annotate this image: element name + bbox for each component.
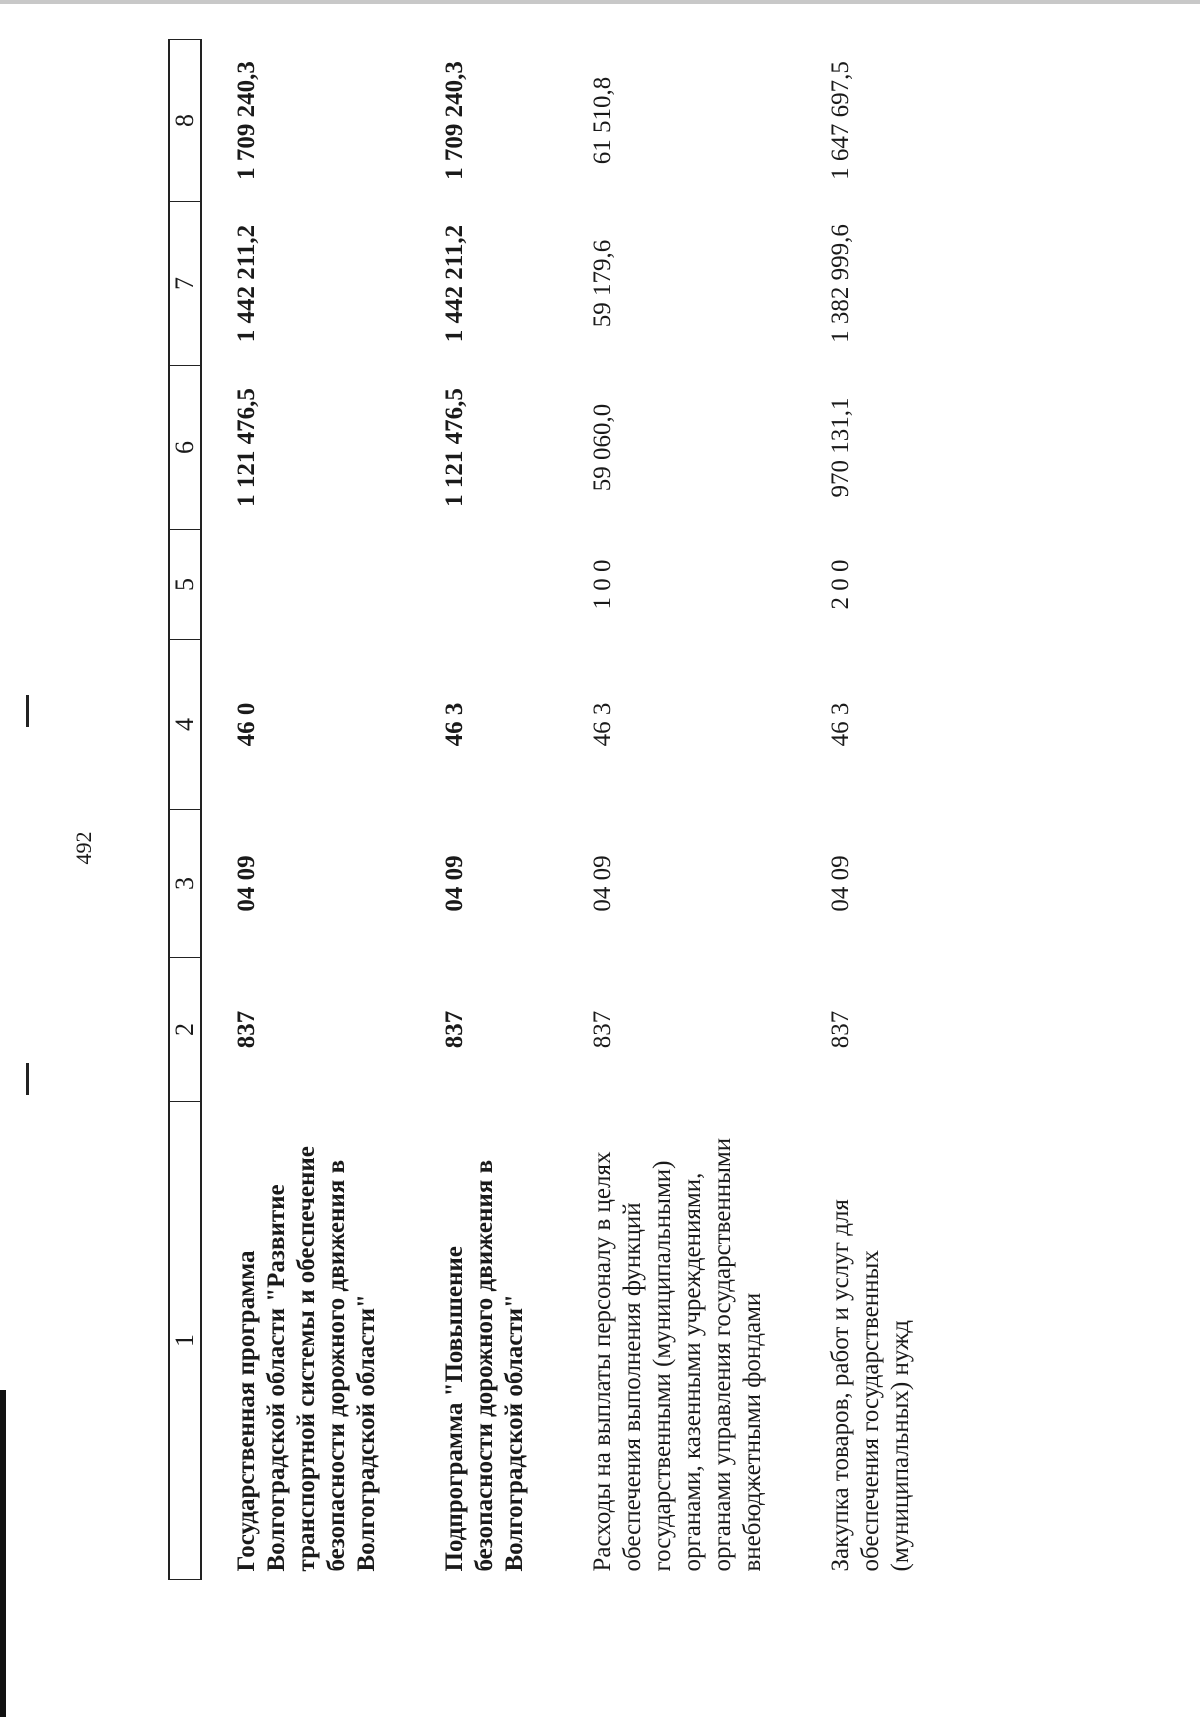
cell-year-3: 61 510,8 (589, 76, 616, 165)
column-header: 8 (169, 40, 201, 202)
cell-year-2: 59 179,6 (589, 239, 616, 328)
cell-vr: 2 0 0 (827, 559, 854, 610)
table-header-row (169, 40, 201, 1580)
cell-csr: 46 3 (827, 702, 854, 747)
cell-year-2: 1 442 211,2 (441, 224, 468, 343)
cell-rz-pr: 04 09 (233, 855, 260, 912)
table-row (558, 40, 796, 1580)
column-header: 6 (169, 366, 201, 530)
column-header: 5 (169, 530, 201, 640)
cell-ved: 837 (441, 1010, 468, 1049)
cell-year-2: 1 442 211,2 (233, 224, 260, 343)
cell-year-1: 970 131,1 (827, 397, 854, 498)
cell-year-1: 1 121 476,5 (441, 388, 468, 507)
table-row (410, 40, 558, 1580)
row-name: Государственная программа Волгоградской области "Развитие транспортной системы и обеспечение безопасности дорожного движения в Волгоградской области" (233, 1146, 380, 1572)
cell-year-3: 1 647 697,5 (827, 61, 854, 180)
cell-year-3: 1 709 240,3 (233, 61, 260, 180)
cell-ved: 837 (589, 1010, 616, 1049)
cell-year-1: 1 121 476,5 (233, 388, 260, 507)
column-header: 2 (169, 958, 201, 1102)
budget-table (168, 39, 944, 1580)
column-header: 1 (169, 1102, 201, 1580)
cell-vr: 1 0 0 (589, 559, 616, 610)
cell-rz-pr: 04 09 (441, 855, 468, 912)
row-name: Подпрограмма "Повышение безопасности дорожного движения в Волгоградской области" (441, 1159, 528, 1572)
cell-csr: 46 3 (589, 702, 616, 747)
cell-vr (410, 530, 558, 640)
cell-rz-pr: 04 09 (589, 855, 616, 912)
cell-csr: 46 0 (233, 702, 260, 747)
row-name: Закупка товаров, работ и услуг для обеспечения государственных (муниципальных) нужд (827, 1199, 914, 1572)
column-header: 3 (169, 810, 201, 958)
column-header: 4 (169, 640, 201, 810)
cell-year-2: 1 382 999,6 (827, 224, 854, 343)
cell-ved: 837 (233, 1010, 260, 1049)
column-header: 7 (169, 202, 201, 366)
row-name: Расходы на выплаты персоналу в целях обеспечения выполнения функций государственными (муниципальными) органами, казенными учреждениями, органами управления государственными внебюджетными фондами (589, 1137, 766, 1572)
cell-rz-pr: 04 09 (827, 855, 854, 912)
table-row (201, 40, 410, 1580)
table-row (796, 40, 944, 1580)
cell-vr (201, 530, 410, 640)
cell-year-3: 1 709 240,3 (441, 61, 468, 180)
cell-ved: 837 (827, 1010, 854, 1049)
cell-csr: 46 3 (441, 702, 468, 747)
cell-year-1: 59 060,0 (589, 403, 616, 492)
page-number: 492 (71, 831, 96, 865)
